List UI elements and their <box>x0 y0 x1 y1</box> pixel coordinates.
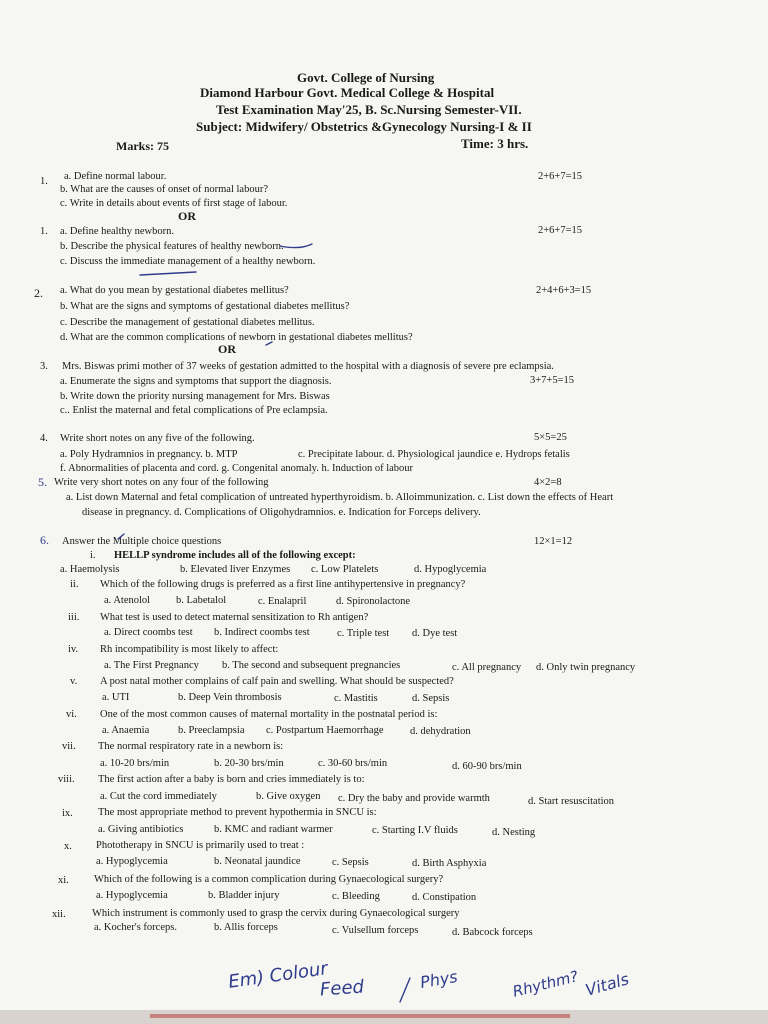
mcq-option: c. Starting I.V fluids <box>372 825 458 836</box>
q1-part-a: a. Define normal labour. <box>64 171 167 182</box>
pen-stroke <box>280 244 312 248</box>
q5-options-line2: disease in pregnancy. d. Complications of Oligohydramnios. e. Indication for Forceps delivery. <box>82 507 481 518</box>
college-name: Govt. College of Nursing <box>297 70 435 85</box>
mcq-option: a. Direct coombs test <box>104 627 193 638</box>
slash-mark <box>400 978 410 1002</box>
mcq-option: d. dehydration <box>410 726 471 737</box>
mcq-option: d. Dye test <box>412 628 458 639</box>
mcq-option: c. Postpartum Haemorrhage <box>266 725 384 736</box>
mcq-option: b. Indirect coombs test <box>214 627 310 638</box>
q1alt-part-a: a. Define healthy newborn. <box>60 226 174 237</box>
mcq-option: d. Sepsis <box>412 693 450 704</box>
q4-options-line1a: a. Poly Hydramnios in pregnancy. b. MTP <box>60 449 238 460</box>
q1-number: 1. <box>40 176 48 187</box>
mcq-option: b. Deep Vein thrombosis <box>178 692 282 703</box>
subject-line: Subject: Midwifery/ Obstetrics &Gynecology Nursing-I & II <box>196 119 532 134</box>
mcq-option: b. KMC and radiant warmer <box>214 824 333 835</box>
mcq-option: c. 30-60 brs/min <box>318 758 388 769</box>
q3-part-a: a. Enumerate the signs and symptoms that support the diagnosis. <box>60 376 332 387</box>
mcq-option: c. Mastitis <box>334 693 378 704</box>
q2-part-a: a. What do you mean by gestational diabetes mellitus? <box>60 285 289 296</box>
mcq-option: b. 20-30 brs/min <box>214 758 284 769</box>
mcq-option: c. Sepsis <box>332 857 369 868</box>
mcq-option: d. Nesting <box>492 827 536 838</box>
mcq-number: xii. <box>52 909 66 920</box>
q3-number: 3. <box>40 361 48 372</box>
mcq-option: b. The second and subsequent pregnancies <box>222 660 401 671</box>
q5-marks: 4×2=8 <box>534 477 562 488</box>
mcq-number: ii. <box>70 579 79 590</box>
mcq-number: v. <box>70 676 78 687</box>
q4-marks: 5×5=25 <box>534 432 567 443</box>
q2-marks: 2+4+6+3=15 <box>536 285 592 296</box>
mcq-option: a. UTI <box>102 692 130 703</box>
mcq-question: The normal respiratory rate in a newborn is: <box>98 741 284 752</box>
q4-options-line1b: c. Precipitate labour. d. Physiological jaundice e. Hydrops fetalis <box>298 449 570 460</box>
mcq-number: ix. <box>62 808 73 819</box>
q5-stem: Write very short notes on any four of the following <box>54 477 269 488</box>
mcq-option: a. Giving antibiotics <box>98 824 184 835</box>
q5-number: 5. <box>38 475 47 489</box>
paper-bottom-edge <box>0 1010 768 1024</box>
mcq-option: a. 10-20 brs/min <box>100 758 170 769</box>
q1-or: OR <box>178 209 196 223</box>
mcq-question: The first action after a baby is born and cries immediately is to: <box>98 774 365 785</box>
q2-part-d: d. What are the common complications of newborn in gestational diabetes mellitus? <box>60 332 413 343</box>
mcq-option: c. Vulsellum forceps <box>332 925 419 936</box>
q1alt-number: 1. <box>40 226 48 237</box>
mcq-question: Which of the following drugs is preferred as a first line antihypertensive in pregnancy? <box>100 579 466 590</box>
mcq-option: d. Hypoglycemia <box>414 564 487 575</box>
mcq-option: a. Hypoglycemia <box>96 890 168 901</box>
q3-stem: Mrs. Biswas primi mother of 37 weeks of gestation admitted to the hospital with a diagnosis of severe pre eclampsia. <box>62 361 554 372</box>
q2-number: 2. <box>34 286 43 300</box>
q3-part-c: c.. Enlist the maternal and fetal complications of Pre eclampsia. <box>60 405 328 416</box>
mcq-question: One of the most common causes of maternal mortality in the postnatal period is: <box>100 709 438 720</box>
mcq-question: Which instrument is commonly used to grasp the cervix during Gynaecological surgery <box>92 908 460 919</box>
mcq-option: c. Bleeding <box>332 891 380 902</box>
q5-options-line1: a. List down Maternal and fetal complication of untreated hyperthyroidism. b. Alloimmunization. c. List down the effects of Heart <box>66 492 614 503</box>
mcq-number: xi. <box>58 875 69 886</box>
mcq-question: A post natal mother complains of calf pain and swelling. What should be suspected? <box>100 676 454 687</box>
mcq-option: b. Give oxygen <box>256 791 321 802</box>
q4-options-line2: f. Abnormalities of placenta and cord. g. Congenital anomaly. h. Induction of labour <box>60 463 414 474</box>
mcq-option: c. Dry the baby and provide warmth <box>338 793 490 804</box>
mcq-option: b. Neonatal jaundice <box>214 856 301 867</box>
mcq-number: iv. <box>68 644 79 655</box>
q1-marks: 2+6+7=15 <box>538 171 583 182</box>
hospital-name: Diamond Harbour Govt. Medical College & Hospital <box>200 85 495 100</box>
q6-marks: 12×1=12 <box>534 536 573 547</box>
mcq-option: a. The First Pregnancy <box>104 660 199 671</box>
mcq-option: a. Anaemia <box>102 725 150 736</box>
handwritten-note: Vitals <box>583 969 632 1000</box>
mcq-number: vii. <box>62 741 76 752</box>
q6-number: 6. <box>40 533 49 547</box>
handwritten-note: Phys <box>418 966 459 993</box>
mcq-option: a. Atenolol <box>104 595 151 606</box>
mcq-number: x. <box>64 841 72 852</box>
mcq-option: b. Elevated liver Enzymes <box>180 564 291 575</box>
q6-stem: Answer the Multiple choice questions <box>62 536 222 547</box>
mcq-option: b. Allis forceps <box>214 922 278 933</box>
total-marks: Marks: 75 <box>116 139 169 153</box>
mcq-question: The most appropriate method to prevent hypothermia in SNCU is: <box>98 807 377 818</box>
pen-stroke <box>118 534 124 539</box>
exam-duration: Time: 3 hrs. <box>461 136 529 151</box>
mcq-option: d. Start resuscitation <box>528 796 615 807</box>
mcq-option: b. Bladder injury <box>208 890 280 901</box>
mcq-question: Rh incompatibility is most likely to affect: <box>100 644 279 655</box>
q1-part-c: c. Write in details about events of first stage of labour. <box>60 198 288 209</box>
mcq-option: b. Labetalol <box>176 595 227 606</box>
q4-stem: Write short notes on any five of the following. <box>60 433 255 444</box>
mcq-question: Which of the following is a common complication during Gynaecological surgery? <box>94 874 444 885</box>
mcq-option: d. Only twin pregnancy <box>536 662 636 673</box>
mcq-number: i. <box>90 550 96 561</box>
mcq-option: d. Constipation <box>412 892 477 903</box>
q2-part-c: c. Describe the management of gestational diabetes mellitus. <box>60 317 315 328</box>
mcq-option: d. Babcock forceps <box>452 927 533 938</box>
mcq-option: d. 60-90 brs/min <box>452 761 522 772</box>
mcq-option: c. Low Platelets <box>311 564 379 575</box>
handwritten-note: Em) Colour <box>227 958 330 993</box>
handwritten-note: Feed <box>319 976 365 1001</box>
mcq-number: vi. <box>66 709 77 720</box>
exam-title: Test Examination May'25, B. Sc.Nursing Semester-VII. <box>216 102 522 117</box>
mcq-question: What test is used to detect maternal sensitization to Rh antigen? <box>100 612 369 623</box>
q3-part-b: b. Write down the priority nursing management for Mrs. Biswas <box>60 391 330 402</box>
mcq-option: c. Enalapril <box>258 596 307 607</box>
mcq-option: c. Triple test <box>337 628 390 639</box>
q1-part-b: b. What are the causes of onset of normal labour? <box>60 184 268 195</box>
mcq-option: c. All pregnancy <box>452 662 522 673</box>
handwritten-note: Rhythm? <box>510 967 580 1001</box>
mcq-option: b. Preeclampsia <box>178 725 245 736</box>
q4-number: 4. <box>40 433 48 444</box>
mcq-option: a. Haemolysis <box>60 564 120 575</box>
q3-marks: 3+7+5=15 <box>530 375 575 386</box>
mcq-option: d. Spironolactone <box>336 596 411 607</box>
q2-or: OR <box>218 342 236 356</box>
mcq-option: d. Birth Asphyxia <box>412 858 487 869</box>
mcq-question: Phototherapy in SNCU is primarily used to treat : <box>96 840 305 851</box>
pen-stroke <box>266 342 272 345</box>
q1alt-part-c: c. Discuss the immediate management of a healthy newborn. <box>60 256 316 267</box>
mcq-option: a. Hypoglycemia <box>96 856 168 867</box>
pen-stroke <box>140 272 196 275</box>
mcq-number: viii. <box>58 774 75 785</box>
q1alt-part-b: b. Describe the physical features of healthy newborn. <box>60 241 284 252</box>
q2-part-b: b. What are the signs and symptoms of gestational diabetes mellitus? <box>60 301 350 312</box>
q1alt-marks: 2+6+7=15 <box>538 225 583 236</box>
mcq-option: a. Cut the cord immediately <box>100 791 217 802</box>
mcq-question: HELLP syndrome includes all of the following except: <box>114 550 356 561</box>
mcq-option: a. Kocher's forceps. <box>94 922 177 933</box>
mcq-number: iii. <box>68 612 80 623</box>
